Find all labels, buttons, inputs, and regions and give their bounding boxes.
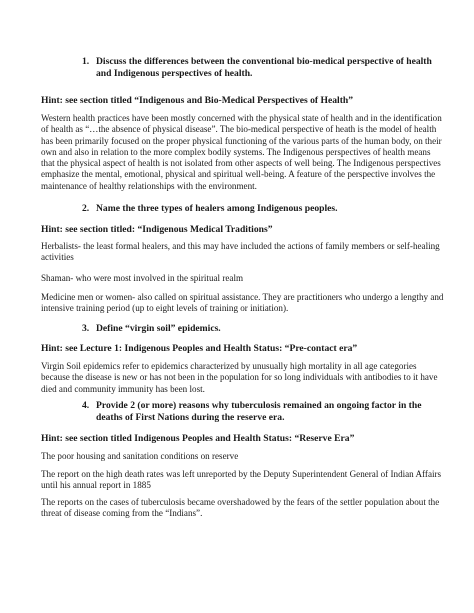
- question-2: [82, 203, 434, 215]
- question-number: 2.: [82, 203, 90, 214]
- answer-4-item: The reports on the cases of tuberculosis became overshadowed by the fears of the settler population about the threat of disease coming from the “Indians”.: [41, 497, 440, 519]
- question-text: Provide 2 (or more) reasons why tuberculosis remained an ongoing factor in the deaths of First Nations during the reserve era.: [96, 400, 422, 424]
- answer-2-item: Medicine men or women- also called on spiritual assistance. They are practitioners who undergo a lengthy and intensive training period (up to eight levels of training or initiation).: [41, 292, 444, 314]
- answer-3: Virgin Soil epidemics refer to epidemics characterized by unusually high mortality in all age categories because the disease is new or has not been in the population for so long individuals with antibodies to it have died and community immunity has been lost.: [41, 361, 438, 394]
- hint-1: Hint: see section titled “Indigenous and Bio-Medical Perspectives of Health”: [41, 95, 354, 106]
- hint-3: Hint: see Lecture 1: Indigenous Peoples and Health Status: “Pre-contact era”: [41, 343, 358, 354]
- question-3: [82, 323, 434, 335]
- answer-2-item: Shaman- who were most involved in the spiritual realm: [41, 273, 244, 283]
- question-number: 3.: [82, 323, 90, 334]
- hint-4: Hint: see section titled Indigenous Peoples and Health Status: “Reserve Era”: [41, 433, 355, 444]
- question-number: 4.: [82, 400, 90, 411]
- hint-2: Hint: see section titled: “Indigenous Medical Traditions”: [41, 224, 273, 235]
- question-4: [82, 400, 434, 425]
- answer-4-item: The poor housing and sanitation conditions on reserve: [41, 451, 239, 461]
- question-text: Discuss the differences between the conventional bio-medical perspective of health and Indigenous perspectives of health.: [96, 56, 432, 80]
- question-number: 1.: [82, 56, 90, 67]
- answer-1: Western health practices have been mostly concerned with the physical state of health and in the identification of health as “…the absence of physical disease”. The bio-medical perspective of heath is the model of health has been primarily focused on the proper physical functioning of the various parts of the human body, on their own and also in relation to the more complex bodily systems. The Indigenous perspectives of health means that the physical aspect of health is not isolated from other aspects of well being. The Indigenous perspectives emphasize the mental, emotional, physical and spiritual well-being. A feature of the perspective involves the maintenance of healthy relationships with the environment.: [41, 113, 442, 191]
- answer-4-item: The report on the high death rates was left unreported by the Deputy Superintendent General of Indian Affairs until his annual report in 1885: [41, 469, 442, 491]
- question-text: Name the three types of healers among Indigenous peoples.: [96, 203, 338, 214]
- answer-2-item: Herbalists- the least formal healers, and this may have included the actions of family members or self-healing activities: [41, 241, 440, 263]
- question-text: Define “virgin soil” epidemics.: [96, 323, 221, 334]
- question-1: [82, 56, 434, 81]
